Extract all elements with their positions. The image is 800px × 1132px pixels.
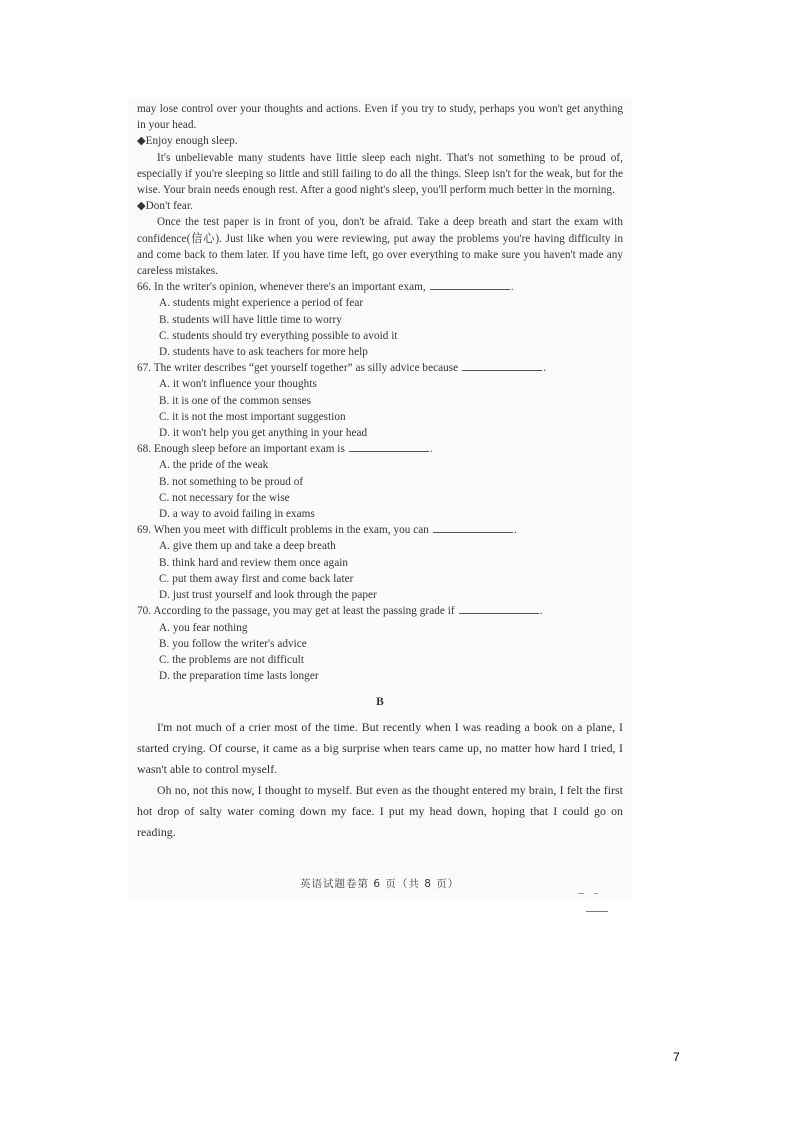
- answer-blank: [459, 604, 539, 614]
- option-c: C. it is not the most important suggestion: [159, 410, 346, 423]
- option-d: D. it won't help you get anything in your head: [159, 427, 368, 440]
- option-c: C. put them away first and come back later: [159, 572, 354, 585]
- option-b: B. it is one of the common senses: [159, 394, 312, 407]
- option-c: C. not necessary for the wise: [159, 491, 290, 504]
- question-70: 70. According to the passage, you may get at least the passing grade if . A. you fear nothing B. you follow the writer's advice C. the problems are not difficult D. the preparation time lasts longer: [137, 603, 623, 684]
- option-list: [137, 295, 623, 360]
- option-a: A. students might experience a period of fear: [159, 297, 364, 310]
- question-stem: 68. Enough sleep before an important exam is: [137, 443, 345, 456]
- option-d: D. a way to avoid failing in exams: [159, 508, 315, 521]
- answer-blank: [433, 523, 513, 533]
- passage-b-paragraph-1: I'm not much of a crier most of the time. But recently when I was reading a book on a plane, I started crying. Of course, it came as a big surprise when tears came up, no matter how hard I tried, I wasn't able to control myself.: [137, 719, 623, 776]
- question-stem: 70. According to the passage, you may get at least the passing grade if: [137, 605, 455, 618]
- option-c: C. students should try everything possible to avoid it: [159, 329, 398, 342]
- advice-body-fear: Once the test paper is in front of you, don't be afraid. Take a deep breath and start the exam with confidence(信心). Just like when you were reviewing, put away the problems you're having difficulty in and come back to them later. If you have time left, go over everything to make sure you haven't made any careless mistakes.: [137, 216, 623, 278]
- advice-heading-sleep: ◆Enjoy enough sleep.: [137, 135, 238, 148]
- option-list: [137, 457, 623, 522]
- question-69: 69. When you meet with difficult problems in the exam, you can . A. give them up and take a deep breath B. think hard and review them once again C. put them away first and come back later D. just trust yourself and look through the paper: [137, 522, 623, 603]
- advice-body-sleep: It's unbelievable many students have little sleep each night. That's not something to be proud of, especially if you're sleeping so little and still failing to do all the things. Sleep isn't for the weak, but for the wise. Your brain needs enough rest. After a good night's sleep, you'll perform much better in the morning.: [137, 151, 623, 197]
- advice-section-fear: [137, 198, 623, 279]
- question-66: 66. In the writer's opinion, whenever there's an important exam, . A. students might experience a period of fear B. students will have little time to worry C. students should try everything possible to avoid it D. students have to ask teachers for more help: [137, 279, 623, 360]
- section-b-label: B: [376, 696, 384, 709]
- answer-blank: [349, 442, 429, 452]
- advice-section-sleep: [137, 133, 623, 198]
- option-b: B. not something to be proud of: [159, 475, 304, 488]
- page-number: 7: [673, 1050, 680, 1064]
- option-c: C. the problems are not difficult: [159, 653, 304, 666]
- option-b: B. students will have little time to worry: [159, 313, 342, 326]
- option-list: [137, 620, 623, 685]
- option-a: A. you fear nothing: [159, 621, 248, 634]
- question-68: 68. Enough sleep before an important exam is . A. the pride of the weak B. not something to be proud of C. not necessary for the wise D. a way to avoid failing in exams: [137, 441, 623, 522]
- question-stem: 69. When you meet with difficult problems in the exam, you can: [137, 524, 429, 537]
- question-stem: 66. In the writer's opinion, whenever there's an important exam,: [137, 281, 426, 294]
- option-d: D. students have to ask teachers for more help: [159, 346, 368, 359]
- passage-a-content: [137, 101, 623, 843]
- option-a: A. it won't influence your thoughts: [159, 378, 317, 391]
- answer-blank: [462, 361, 542, 371]
- passage-b: [137, 717, 623, 843]
- option-a: A. give them up and take a deep breath: [159, 540, 336, 553]
- option-d: D. the preparation time lasts longer: [159, 670, 319, 683]
- question-stem: 67. The writer describes “get yourself together” as silly advice because: [137, 362, 459, 375]
- page-footer: 英语试题卷第 6 页（共 8 页）: [300, 878, 460, 890]
- scan-smudge: [578, 884, 628, 890]
- option-b: B. you follow the writer's advice: [159, 637, 307, 650]
- option-list: [137, 376, 623, 441]
- question-67: 67. The writer describes “get yourself together” as silly advice because . A. it won't influence your thoughts B. it is one of the common senses C. it is not the most important suggestion D. it won't help you get anything in your head: [137, 360, 623, 441]
- passage-b-paragraph-2: Oh no, not this now, I thought to myself. But even as the thought entered my brain, I felt the first hot drop of salty water coming down my face. I put my head down, hoping that I could go on reading.: [137, 782, 623, 839]
- answer-blank: [430, 280, 510, 290]
- option-a: A. the pride of the weak: [159, 459, 269, 472]
- option-d: D. just trust yourself and look through the paper: [159, 589, 377, 602]
- option-list: [137, 538, 623, 603]
- passage-a-opening: may lose control over your thoughts and actions. Even if you try to study, perhaps you won't get anything in your head.: [137, 103, 623, 132]
- option-b: B. think hard and review them once again: [159, 556, 349, 569]
- advice-heading-fear: ◆Don't fear.: [137, 200, 193, 213]
